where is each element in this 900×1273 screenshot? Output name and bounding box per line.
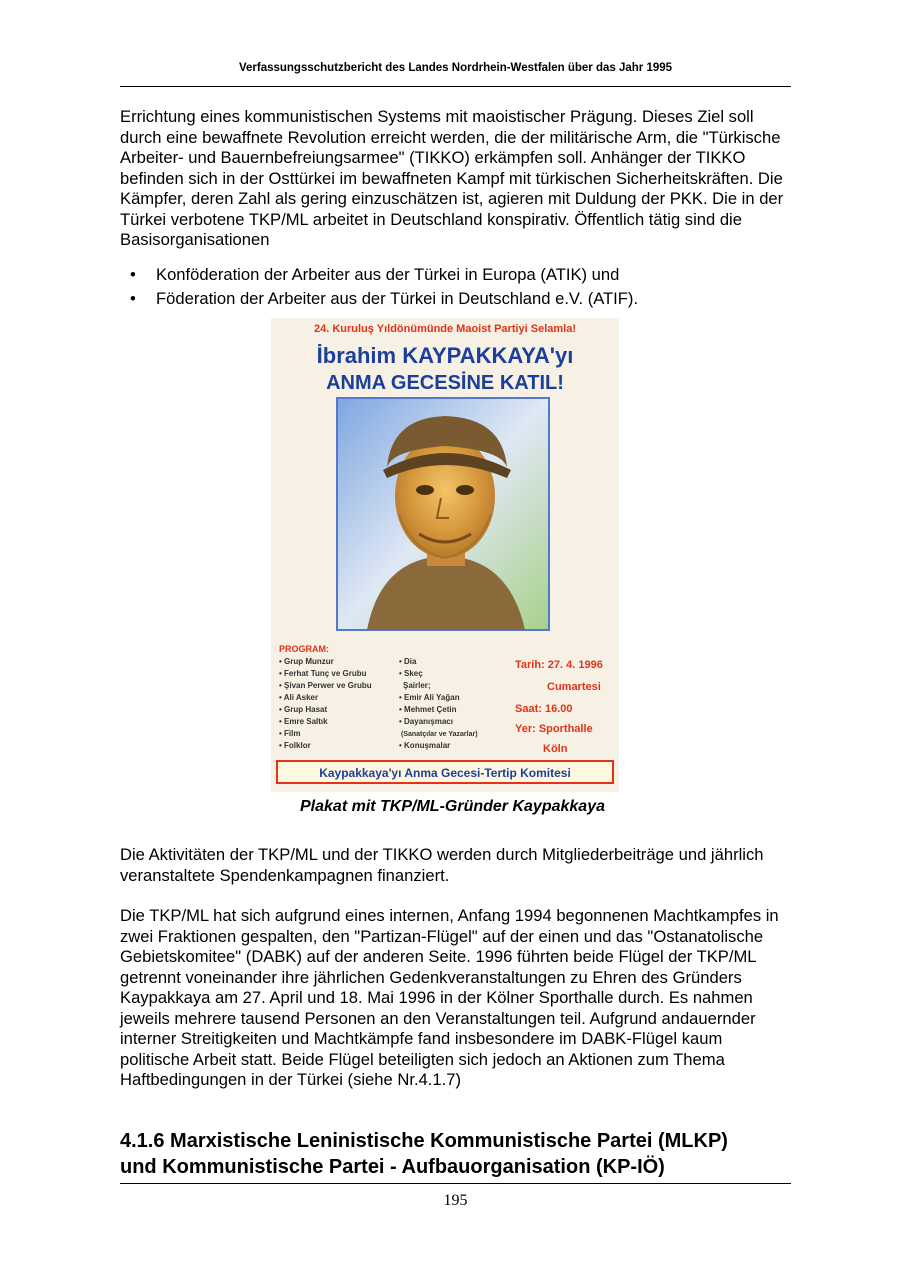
event-venue: Yer: Sporthalle <box>515 723 593 735</box>
event-time: Saat: 16.00 <box>515 703 573 715</box>
program-item: • Emir Ali Yağan <box>399 693 460 702</box>
list-item: • Föderation der Arbeiter aus der Türkei in Deutschland e.V. (ATIF). <box>120 287 785 311</box>
program-item: (Sanatçılar ve Yazarlar) <box>401 731 478 738</box>
program-item: • Emre Saltık <box>279 717 328 726</box>
program-item: • Dayanışmacı <box>399 717 453 726</box>
program-label: PROGRAM: <box>279 644 329 654</box>
paragraph-financing: Die Aktivitäten der TKP/ML und der TIKKO werden durch Mitgliederbeiträge und jährlich veranstaltete Spendenkampagnen finanziert. <box>120 845 764 885</box>
footer-rule <box>120 1183 791 1184</box>
paragraph-split: Die TKP/ML hat sich aufgrund eines internen, Anfang 1994 begonnenen Machtkampfes in zwei Fraktionen gespalten, den "Partizan-Flügel" auf der einen und das "Ostanatolische Gebietskomitee" (DABK) auf der anderen Seite. 1996 führten beide Flügel der TKP/ML getrennt voneinander ihre jährlichen Gedenkveranstaltungen zu Ehren des Gründers Kaypakkaya am 27. April und 18. Mai 1996 in der Kölner Sporthalle durch. Es nahmen jeweils mehrere tausend Personen an den Veranstaltungen teil. Aufgrund andauernder interner Streitigkeiten und Machtkämpfe fand insbesondere im DABK-Flügel kaum politische Arbeit statt. Beide Flügel beteiligten sich jedoch an Aktionen zum Thema Haftbedingungen in der Türkei (siehe Nr.4.1.7) <box>120 906 779 1089</box>
program-item: • Grup Munzur <box>279 657 334 666</box>
event-city: Köln <box>543 743 568 755</box>
program-item: Şairler; <box>403 681 431 690</box>
page-number: 195 <box>443 1192 468 1209</box>
program-item: • Folklor <box>279 741 311 750</box>
event-date: Tarih: 27. 4. 1996 <box>515 659 603 671</box>
poster-title-2: ANMA GECESİNE KATIL! <box>326 372 564 394</box>
event-poster <box>271 318 619 792</box>
program-item: • Ferhat Tunç ve Grubu <box>279 669 367 678</box>
program-item: • Skeç <box>399 669 423 678</box>
bullet-icon: • <box>130 289 136 308</box>
event-day: Cumartesi <box>547 681 601 693</box>
program-item: • Film <box>279 729 301 738</box>
poster-artwork <box>271 318 619 792</box>
list-item: • Konföderation der Arbeiter aus der Türkei in Europa (ATIK) und <box>120 263 785 287</box>
section-heading <box>120 1128 800 1180</box>
paragraph-tkpml-goals: Errichtung eines kommunistischen Systems mit maoistischer Prägung. Dieses Ziel soll durch eine bewaffnete Revolution erreicht werden, die der militärische Arm, die "Türkische Arbeiter- und Bauernbefreiungsarmee" (TIKKO) erkämpfen soll. Anhänger der TIKKO befinden sich in der Osttürkei im bewaffneten Kampf mit türkischen Sicherheitskräften. Die Kämpfer, deren Zahl als gering einzuschätzen ist, agieren mit Duldung der PKK. Die in der Türkei verbotene TKP/ML arbeitet in Deutschland konspirativ. Öffentlich tätig sind die Basisorganisationen <box>120 107 784 249</box>
section-heading-line-2: und Kommunistische Partei - Aufbauorganisation (KP-IÖ) <box>120 1156 665 1178</box>
figure-caption: Plakat mit TKP/ML-Gründer Kaypakkaya <box>300 798 605 815</box>
program-item: • Şivan Perwer ve Grubu <box>279 681 372 690</box>
bullet-icon: • <box>130 265 136 284</box>
poster-top-line: 24. Kuruluş Yıldönümünde Maoist Partiyi Selamla! <box>313 323 577 335</box>
header-rule <box>120 86 791 87</box>
program-item: • Dia <box>399 657 417 666</box>
committee-text: Kaypakkaya'yı Anma Gecesi-Tertip Komitesi <box>319 766 571 780</box>
program-item: • Grup Hasat <box>279 705 328 714</box>
section-heading-line-1: 4.1.6 Marxistische Leninistische Kommunistische Partei (MLKP) <box>120 1130 728 1152</box>
program-item: • Mehmet Çetin <box>399 705 457 714</box>
poster-title-1: İbrahim KAYPAKKAYA'yı <box>316 343 574 368</box>
running-header: Verfassungsschutzbericht des Landes Nordrhein-Westfalen über das Jahr 1995 <box>238 62 673 74</box>
program-item: • Ali Asker <box>279 693 319 702</box>
program-item: • Konuşmalar <box>399 741 451 750</box>
organisation-list <box>120 263 785 311</box>
